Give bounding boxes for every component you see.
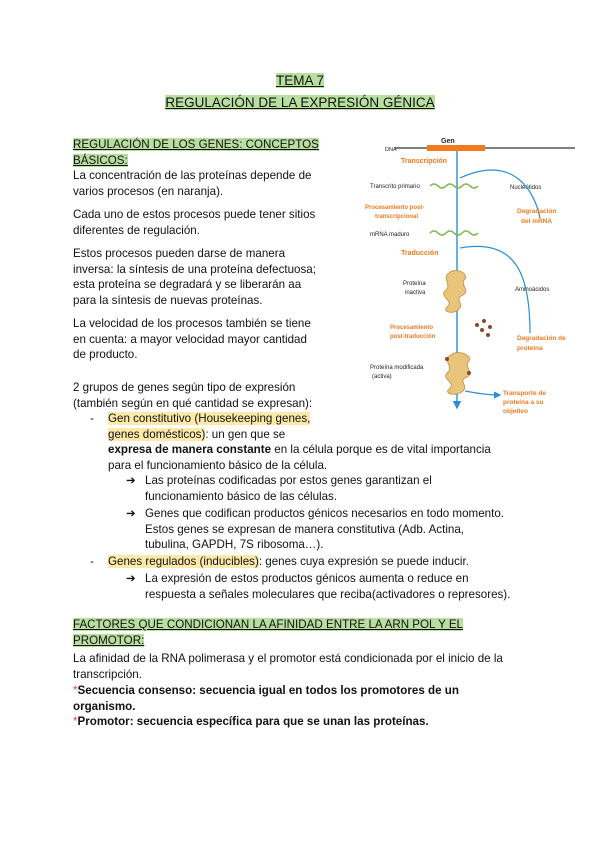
active-protein [445, 353, 471, 395]
protein-degradation-label-2: proteína [517, 345, 543, 352]
mature-mrna-wave [430, 231, 478, 235]
inactive-protein-label-2: inactiva [405, 290, 426, 296]
modified-protein-label-1: Proteína modificada [370, 365, 424, 371]
gene-expression-diagram [365, 133, 585, 423]
bullet-dash: - [90, 412, 94, 425]
sub-bullet-1: Las proteínas codificadas por estos genes garantizan el funcionamiento básico de las células. [145, 474, 432, 503]
title-line-2: REGULACIÓN DE LA EXPRESIÓN GÉNICA [165, 95, 435, 110]
modified-protein-label-2: (activa) [372, 374, 392, 380]
post-translation-label-2: post-traducción [390, 334, 436, 340]
protein-degradation-label-1: Degradación de [517, 335, 566, 342]
mrna-degradation-label-1: Degradación [517, 208, 557, 215]
primary-transcript-label: Transcrito primario [370, 184, 420, 190]
post-transcriptional-label-1: Procesamiento post- [365, 205, 425, 211]
translation-label: Traducción [401, 250, 439, 257]
bullet-constitutive-gene: Gen constitutivo (Housekeeping genes, genes domésticos): un gen que se [108, 412, 311, 441]
bullet-constitutive-gene-cont: expresa de manera constante en la célula porque es de vital importancia para el funcionamiento básico de la célula. [108, 443, 491, 472]
nucleotides-label: Nucleótidos [510, 185, 542, 191]
sub-bullet-3: La expresión de estos productos génicos aumenta o reduce en respuesta a señales moleculares que reciba(activadores o represores). [145, 572, 511, 601]
section2-heading: FACTORES QUE CONDICIONAN LA AFINIDAD ENTRE LA ARN POL Y EL PROMOTOR: [73, 618, 464, 647]
amino-acid-dot [480, 328, 484, 332]
section1-paragraph-4: La velocidad de los procesos también se tiene en cuenta: a mayor velocidad mayor cantidad de producto. [73, 317, 311, 361]
bullet-regulated-gene: Genes regulados (inducibles): genes cuya expresión se puede inducir. [108, 555, 469, 568]
transport-label-3: objetivo [503, 408, 528, 415]
sub-bullet-arrow: ➔ [126, 572, 136, 585]
amino-acid-dot [486, 333, 490, 337]
inactive-protein-label-1: Proteína [403, 281, 426, 287]
section1-heading: REGULACIÓN DE LOS GENES: CONCEPTOS BÁSICOS: [73, 138, 319, 167]
section1-paragraph-3: Estos procesos pueden darse de manera inversa: la síntesis de una proteína defectuosa; esta proteína se degradará y se liberarán aa para la síntesis de nuevas proteínas. [73, 247, 316, 307]
sub-bullet-arrow: ➔ [126, 474, 136, 487]
section2-paragraph-1: La afinidad de la RNA polimerasa y el promotor está condicionada por el inicio de la transcripción. [73, 652, 503, 681]
mrna-degradation-label-2: del mRNA [521, 218, 553, 225]
inactive-protein [444, 271, 466, 313]
consensus-sequence-note: *Secuencia consenso: secuencia igual en todos los promotores de un organismo. [73, 684, 459, 713]
transport-arrow [465, 391, 500, 395]
section1-paragraph-5: 2 grupos de genes según tipo de expresión (también según en qué cantidad se expresan): [73, 381, 313, 410]
title-line-1: TEMA 7 [275, 73, 324, 88]
section1-paragraph-2: Cada uno de estos procesos puede tener sitios diferentes de regulación. [73, 208, 316, 237]
amino-acids-label: Aminoácidos [515, 287, 550, 293]
mature-mrna-label: mRNA maduro [370, 232, 410, 238]
dna-label: DNA [385, 147, 397, 153]
amino-acid-dot [475, 323, 479, 327]
section1-paragraph-1: La concentración de las proteínas depende de varios procesos (en naranja). [73, 169, 312, 198]
sub-bullet-arrow: ➔ [126, 507, 136, 520]
primary-transcript-wave [430, 184, 478, 188]
transport-label-2: proteína a su [503, 399, 544, 406]
bullet-dash: - [90, 555, 94, 568]
transcription-label: Transcripción [401, 158, 447, 165]
post-translation-label-1: Procesamiento [390, 325, 434, 331]
promoter-note: *Promotor: secuencia específica para que se unan las proteínas. [73, 715, 429, 728]
gen-label: Gen [441, 138, 455, 145]
post-transcriptional-label-2: transcripcional [375, 214, 419, 220]
amino-acid-dot [488, 325, 492, 329]
amino-acid-dot [482, 319, 486, 323]
sub-bullet-2: Genes que codifican productos génicos necesarios en todo momento. Estos genes se expresan de manera constitutiva (Adb. Actina, tubulina, GAPDH, 7S ribosoma…). [145, 507, 504, 551]
transport-label-1: Transporte de [503, 390, 546, 397]
gene-segment [427, 145, 485, 151]
